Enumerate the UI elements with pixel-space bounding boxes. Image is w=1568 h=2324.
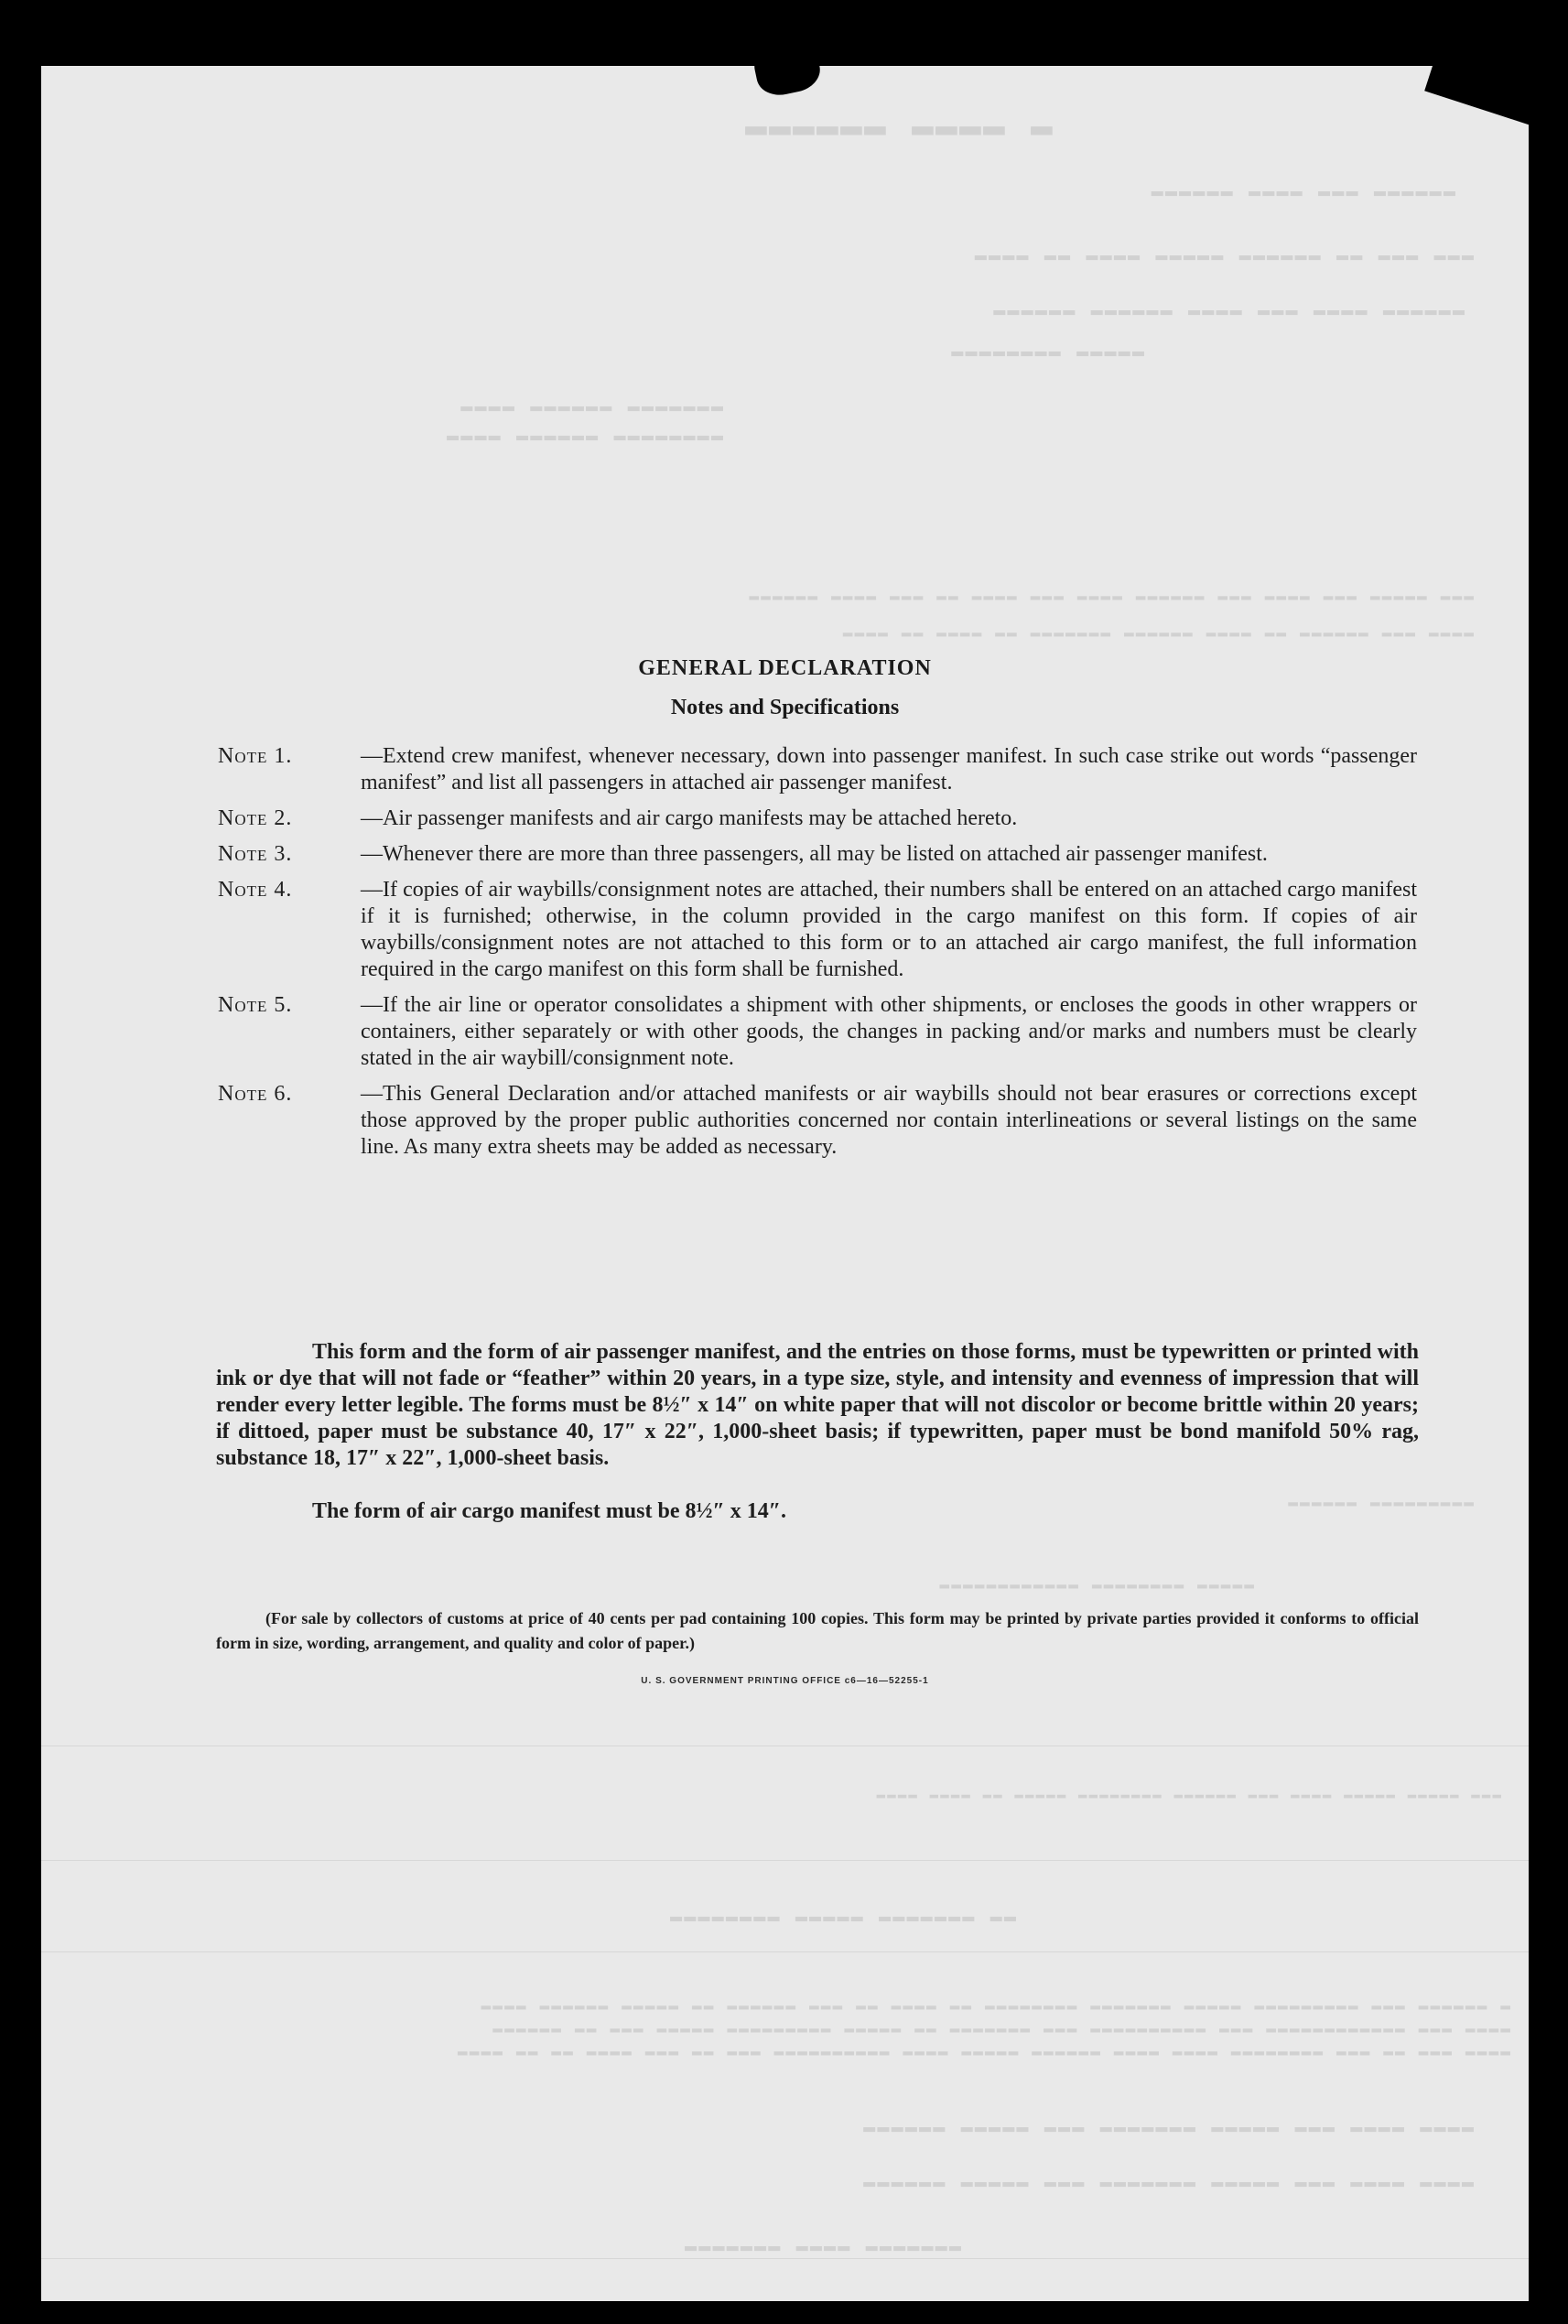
sale-notice: (For sale by collectors of customs at price of 40 cents per pad containing 100 copies. This form may be printed by private parties provided it conforms to official form in size, wording, arrangement, and quality and color of paper.) [216, 1609, 1419, 1652]
note-label: Note 1. [218, 744, 293, 768]
note-label: Note 4. [218, 878, 293, 902]
notes-list [218, 743, 1417, 1170]
note-2 [218, 805, 1417, 832]
bleed-through-layer: ▬ ▬▬▬▬ ▬▬▬▬▬▬ ▬▬▬▬▬▬ ▬▬▬ ▬▬▬▬ ▬▬▬▬▬▬ ▬▬▬ ▬▬▬ ▬▬ ▬▬▬▬▬▬ ▬▬▬▬▬ ▬▬▬▬ ▬▬ ▬▬▬▬ ▬▬▬▬▬▬ ▬▬▬▬ ▬▬▬ ▬▬▬▬ ▬▬▬▬▬▬ ▬▬▬▬▬▬ ▬▬▬▬▬ ▬▬▬▬▬▬▬▬ ▬▬▬▬▬▬▬ ▬▬▬▬▬▬ ▬▬▬▬ ▬▬▬▬▬▬▬▬ ▬▬▬▬▬▬ ▬▬▬▬ ▬▬▬ ▬▬▬▬▬ ▬▬▬ ▬▬▬▬ ▬▬▬ ▬▬▬▬▬▬ ▬▬▬▬ ▬▬▬ ▬▬▬▬ ▬▬ ▬▬▬ ▬▬▬▬ ▬▬▬▬▬▬ ▬▬▬▬ ▬▬▬ ▬▬▬▬▬▬ ▬▬ ▬▬▬▬ ▬▬▬▬▬▬ ▬▬▬▬▬▬▬ ▬▬ ▬▬▬▬ ▬▬ ▬▬▬▬ ▬▬▬▬▬▬▬▬▬ ▬▬▬▬▬▬ ▬▬▬▬▬ ▬▬▬▬▬▬▬▬ ▬▬▬▬▬▬▬▬▬▬▬▬ ▬▬▬ ▬▬▬▬▬ ▬▬▬▬▬ ▬▬▬▬ ▬▬▬ ▬▬▬▬▬▬ ▬▬▬▬▬▬▬▬ ▬▬▬▬▬ ▬▬ ▬▬▬▬ ▬▬▬▬ ▬▬ ▬▬▬▬▬▬▬ ▬▬▬▬▬ ▬▬▬▬▬▬▬▬ ▬ ▬▬▬▬▬▬ ▬▬▬ ▬▬▬▬▬▬▬▬▬ ▬▬▬▬▬ ▬▬▬▬▬▬▬ ▬▬▬▬▬▬▬▬ ▬▬ ▬▬▬▬ ▬▬ ▬▬▬ ▬▬▬▬▬▬ ▬▬ ▬▬▬▬▬ ▬▬▬▬▬▬ ▬▬▬▬ ▬▬▬▬ ▬▬▬ ▬▬▬▬▬▬▬▬▬▬▬▬ ▬▬▬ ▬▬▬▬▬▬▬▬▬▬ ▬▬▬ ▬▬▬▬▬▬▬ ▬▬ ▬▬▬▬▬ ▬▬▬▬▬▬▬▬▬ ▬▬▬▬▬ ▬▬▬ ▬▬ ▬▬▬▬▬▬ ▬▬▬▬ ▬▬▬ ▬▬ ▬▬▬ ▬▬▬▬▬▬▬▬ ▬▬▬▬ ▬▬▬▬ ▬▬▬▬▬▬ ▬▬▬▬▬ ▬▬▬▬ ▬▬▬▬▬▬▬▬▬▬ ▬▬▬ ▬▬ ▬▬▬ ▬▬▬▬ ▬▬ ▬▬ ▬▬▬▬ ▬▬▬▬ ▬▬▬▬ ▬▬▬ ▬▬▬▬▬ ▬▬▬▬▬▬▬ ▬▬▬ ▬▬▬▬▬ ▬▬▬▬▬▬ ▬▬▬▬ ▬▬▬▬ ▬▬▬ ▬▬▬▬▬ ▬▬▬▬▬▬▬ ▬▬▬ ▬▬▬▬▬ ▬▬▬▬▬▬ ▬▬▬▬▬▬▬ ▬▬▬▬ ▬▬▬▬▬▬▬ [41, 66, 1529, 2301]
note-text: —If copies of air waybills/consignment notes are attached, their numbers shall be entered on an attached cargo manifest if it is furnished; otherwise, in the column provided in the cargo manifest on this form. If copies of air waybills/consignment notes are not attached to this form or to an attached air cargo manifest, the full information required in the cargo manifest on this form shall be furnished. [361, 878, 1417, 981]
note-5 [218, 992, 1417, 1072]
note-label: Note 5. [218, 993, 293, 1017]
note-label: Note 2. [218, 806, 293, 830]
note-text: —Air passenger manifests and air cargo manifests may be attached hereto. [361, 806, 1018, 830]
note-text: —This General Declaration and/or attached manifests or air waybills should not bear erasures or corrections except those approved by the proper public authorities concerned nor contain interlineations or several listings on the same line. As many extra sheets may be added as necessary. [361, 1082, 1417, 1159]
note-label: Note 3. [218, 842, 293, 866]
printer-imprint: U. S. GOVERNMENT PRINTING OFFICE c6—16—52255-1 [641, 1676, 929, 1686]
cargo-form-size-line: The form of air cargo manifest must be 8½″ x 14″. [312, 1499, 786, 1523]
note-text: —Whenever there are more than three passengers, all may be listed on attached air passenger manifest. [361, 842, 1268, 866]
page-title: GENERAL DECLARATION [638, 656, 932, 680]
note-text: —Extend crew manifest, whenever necessary, down into passenger manifest. In such case strike out words “passenger manifest” and list all passengers in attached air passenger manifest. [361, 744, 1417, 794]
note-6 [218, 1081, 1417, 1161]
note-text: —If the air line or operator consolidates a shipment with other shipments, or encloses the goods in other wrappers or containers, either separately or with other goods, the changes in packing and/or marks and numbers must be clearly stated in the air waybill/consignment note. [361, 993, 1417, 1070]
note-3 [218, 841, 1417, 868]
specification-paragraph: This form and the form of air passenger manifest, and the entries on those forms, must be typewritten or printed with ink or dye that will not fade or “feather” within 20 years, in a type size, style, and intensity and evenness of impression that will render every letter legible. The forms must be 8½″ x 14″ on white paper that will not discolor or become brittle within 20 years; if dittoed, paper must be substance 40, 17″ x 22″, 1,000-sheet basis; if typewritten, paper must be bond manifold 50% rag, substance 18, 17″ x 22″, 1,000-sheet basis. [216, 1340, 1419, 1470]
document-page [41, 66, 1529, 2301]
note-4 [218, 877, 1417, 983]
page-subtitle: Notes and Specifications [670, 696, 900, 719]
note-1 [218, 743, 1417, 796]
note-label: Note 6. [218, 1082, 293, 1106]
